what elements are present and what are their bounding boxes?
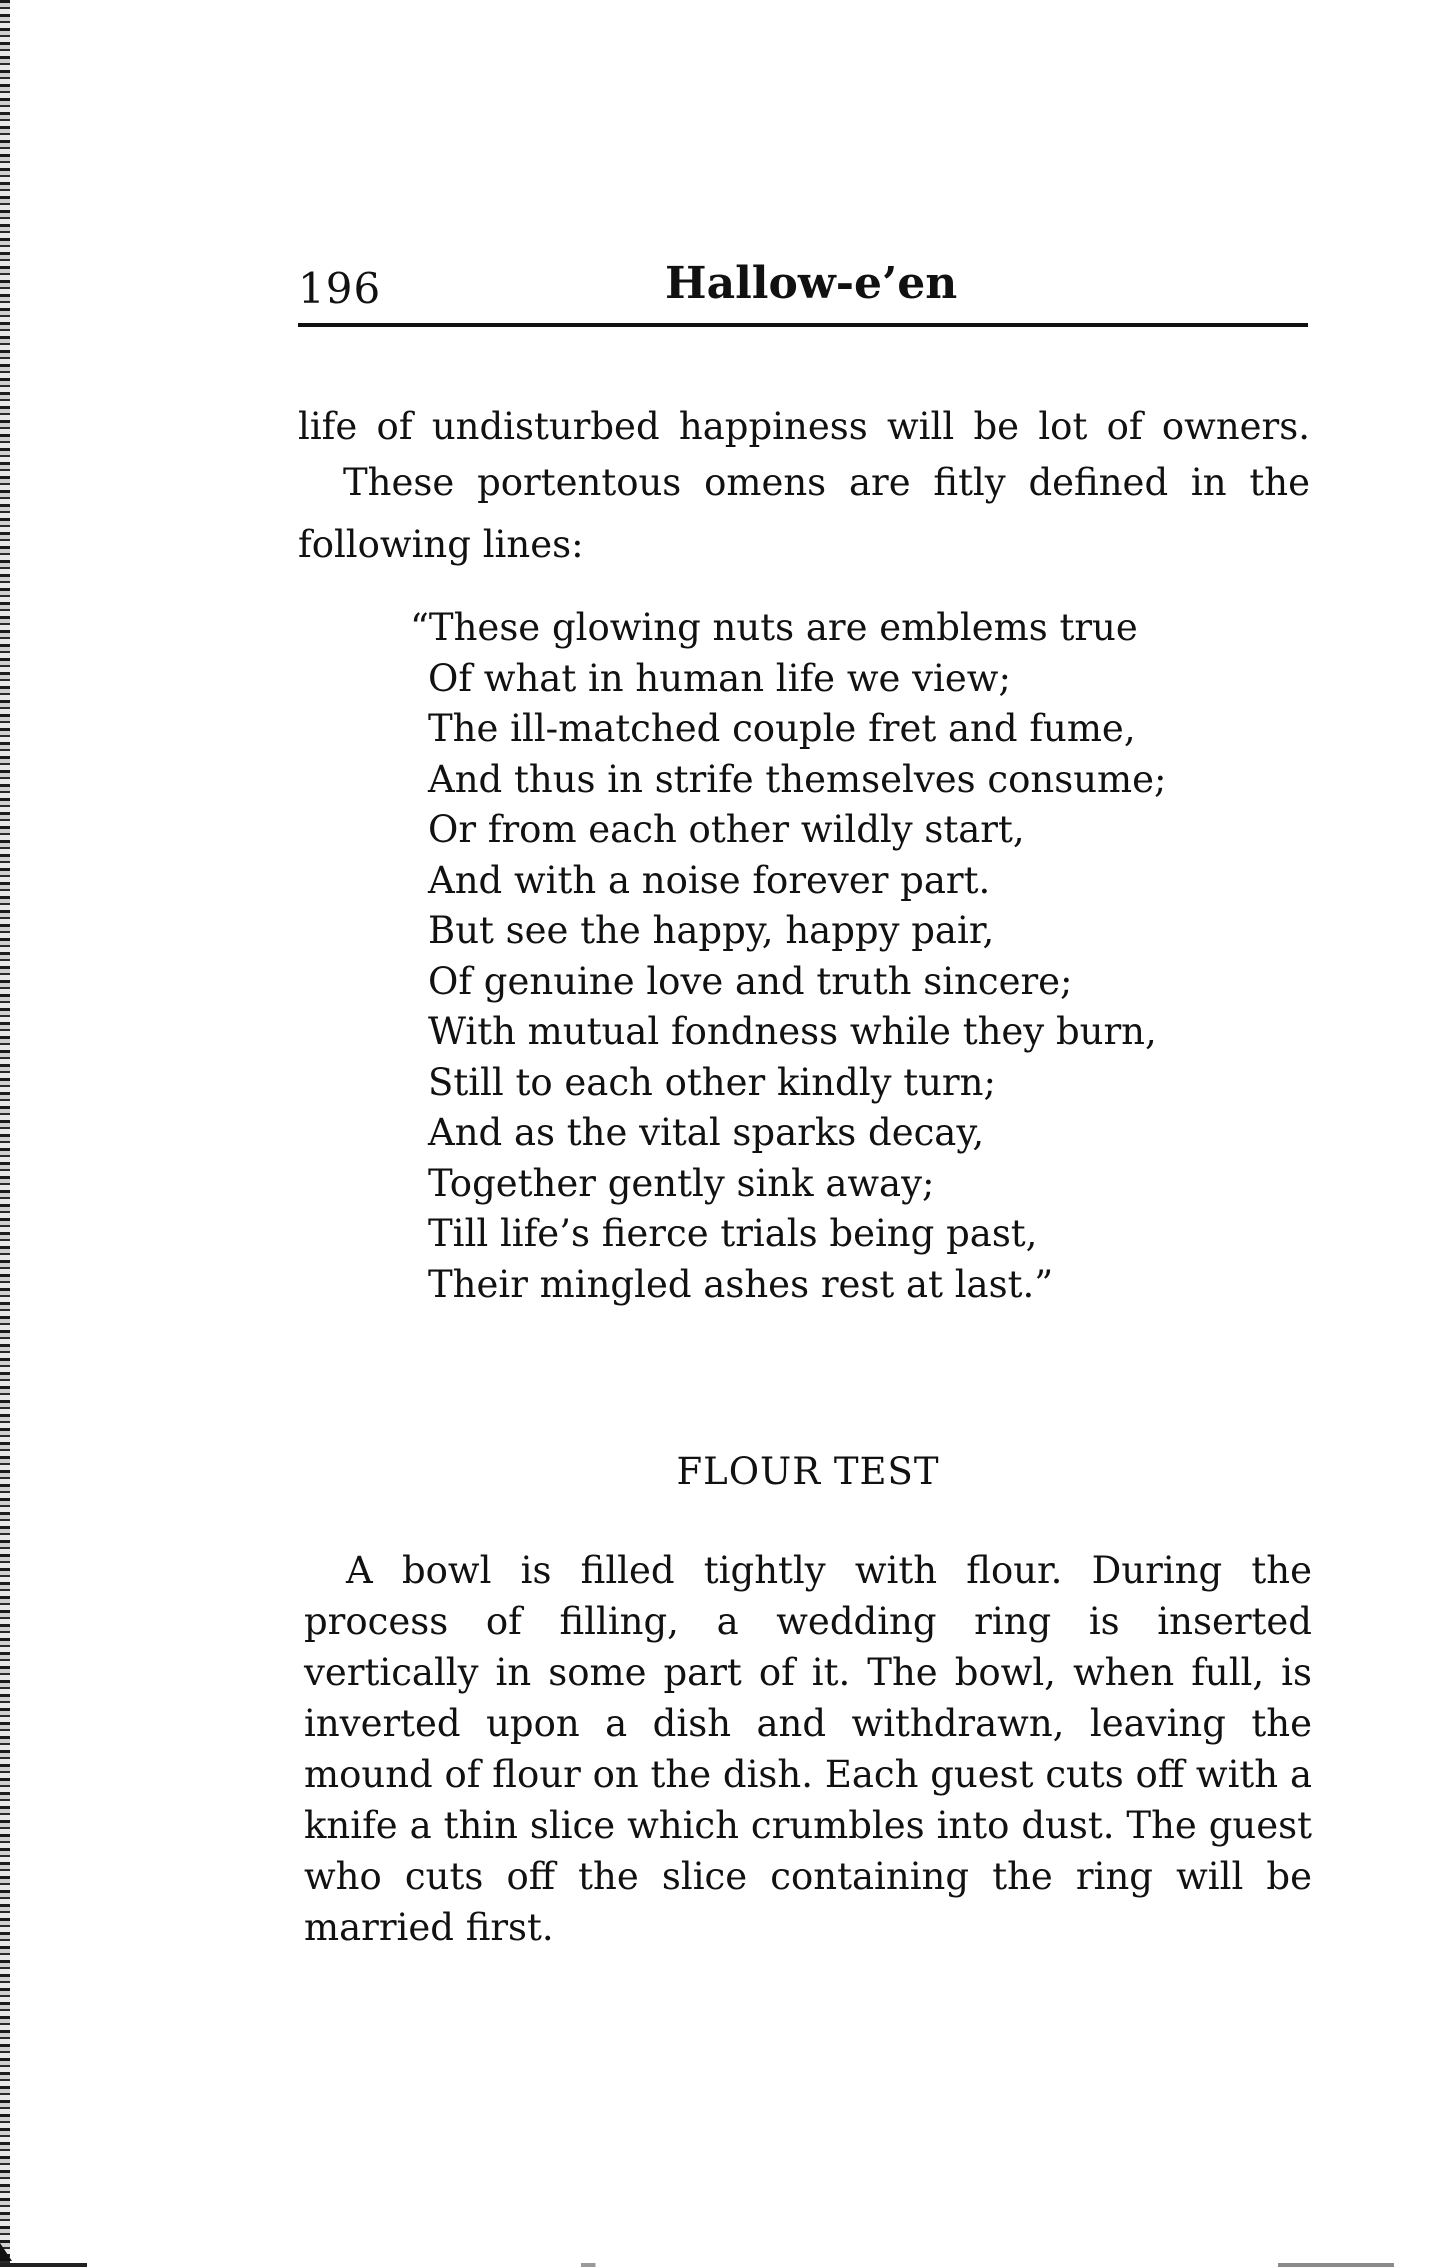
- poem-line: Or from each other wildly start,: [428, 808, 1025, 851]
- poem: [410, 603, 1166, 1310]
- page-number: 196: [298, 264, 382, 313]
- poem-line: The ill-matched couple fret and fume,: [428, 707, 1136, 750]
- page-corner-mark: [0, 2243, 12, 2261]
- poem-line: Till life’s fierce trials being past,: [428, 1212, 1038, 1255]
- section-heading: FLOUR TEST: [676, 1450, 940, 1493]
- poem-line: Their mingled ashes rest at last.”: [428, 1262, 1054, 1306]
- poem-line: Still to each other kindly turn;: [428, 1060, 996, 1104]
- running-head: [298, 258, 1308, 318]
- poem-line: “These glowing nuts are emblems true: [410, 606, 1138, 649]
- poem-line: But see the happy, happy pair,: [428, 909, 995, 952]
- continuation-line: life of undisturbed happiness will be lot of owners.: [298, 405, 1310, 448]
- poem-line: And with a noise forever part.: [428, 858, 991, 902]
- running-title: Hallow-e’en: [665, 258, 958, 309]
- scanned-page-edge: [0, 0, 10, 2267]
- scanned-bottom-edge: [0, 2263, 1452, 2267]
- header-rule: [298, 323, 1308, 327]
- intro-paragraph-line-1: These portentous omens are fitly defined in the: [343, 461, 1310, 504]
- flour-test-paragraph: A bowl is filled tightly with flour. During the process of filling, a wedding ring is inserted vertically in some part of it. The bowl, when full, is inverted upon a dish and withdrawn, leaving the mound of flour on the dish. Each guest cuts off with a knife a thin slice which crumbles into dust. The guest who cuts off the slice containing the ring will be married first.: [304, 1549, 1312, 1949]
- poem-line: Together gently sink away;: [428, 1161, 935, 1205]
- poem-line: And thus in strife themselves consume;: [428, 757, 1167, 801]
- intro-paragraph-line-2: following lines:: [298, 523, 584, 566]
- poem-line: With mutual fondness while they burn,: [428, 1010, 1157, 1053]
- poem-line: Of genuine love and truth sincere;: [428, 959, 1073, 1003]
- poem-line: And as the vital sparks decay,: [428, 1111, 985, 1154]
- poem-line: Of what in human life we view;: [428, 656, 1011, 700]
